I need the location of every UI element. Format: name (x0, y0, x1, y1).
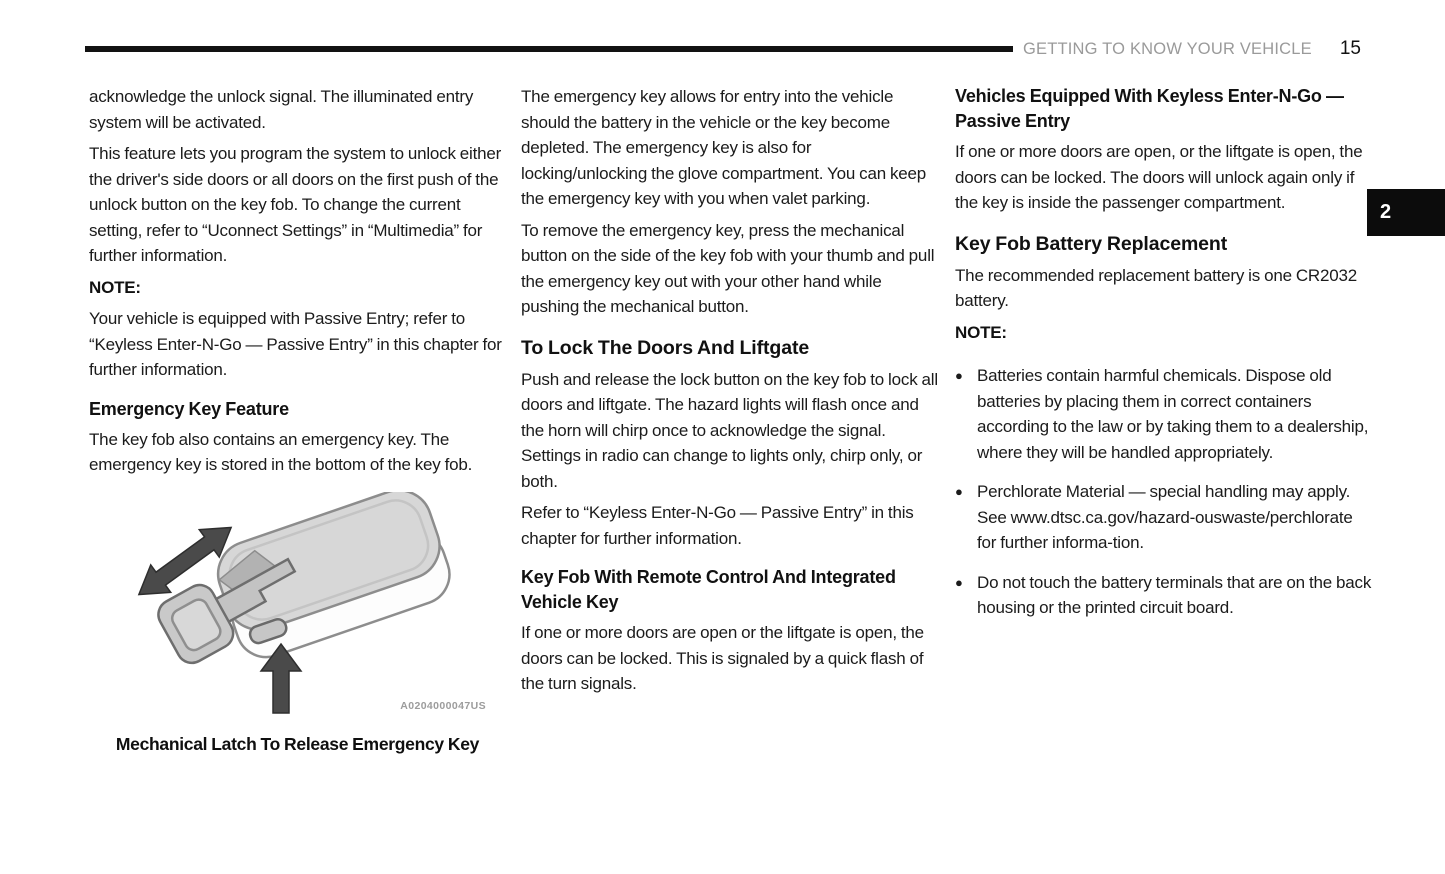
heading-to-lock-doors-liftgate: To Lock The Doors And Liftgate (521, 336, 810, 359)
column-3 (955, 84, 1372, 621)
note-bullet-list (955, 363, 1372, 621)
paragraph: If one or more doors are open, or the liftgate is open, the doors can be locked. The doors will unlock again only if the key is inside the passenger compartment. (955, 142, 1363, 212)
figure-watermark: A0204000047US (400, 700, 486, 712)
keyfob-figure (89, 492, 506, 730)
paragraph: The key fob also contains an emergency key. The emergency key is stored in the bottom of the key fob. (89, 429, 473, 474)
note-label: NOTE: (89, 277, 141, 297)
page-header (1013, 38, 1361, 60)
paragraph: The emergency key allows for entry into the vehicle should the battery in the vehicle or the key become depleted. The emergency key is also for locking/unlocking the glove compartment. You can keep the emergency key with you when valet parking. (521, 87, 927, 208)
heading-keyless-enter-n-go: Vehicles Equipped With Keyless Enter-N-Go — Passive Entry (955, 86, 1344, 131)
chapter-tab-number: 2 (1380, 201, 1392, 223)
column-1 (89, 84, 506, 757)
header-rule (85, 46, 1013, 52)
bullet-item: ● Batteries contain harmful chemicals. Dispose old batteries by placing them in correct containers according to the law or by taking them to a dealership, where they will be handled appropriately. (955, 363, 1372, 465)
note-label: NOTE: (955, 322, 1007, 342)
heading-emergency-key-feature: Emergency Key Feature (89, 398, 289, 419)
keyfob-body-graphic (209, 492, 457, 665)
paragraph: This feature lets you program the system to unlock either the driver's side doors or all doors on the first push of the unlock button on the key fob. To change the current setting, refer to “Uconnect Settings” in “Multimedia” for further information. (89, 144, 502, 265)
bullet-item: ● Do not touch the battery terminals that are on the back housing or the printed circuit board. (955, 570, 1372, 621)
page-number: 15 (1339, 38, 1361, 59)
chapter-tab (1367, 189, 1445, 236)
bullet-item: ● Perchlorate Material — special handling may apply. See www.dtsc.ca.gov/hazard-ouswaste/perchlorate for further informa-tion. (955, 479, 1372, 556)
paragraph: The recommended replacement battery is one CR2032 battery. (955, 265, 1358, 310)
heading-keyfob-remote-integrated: Key Fob With Remote Control And Integrated Vehicle Key (521, 567, 896, 612)
chapter-title: GETTING TO KNOW YOUR VEHICLE (1022, 40, 1312, 58)
heading-keyfob-battery-replacement: Key Fob Battery Replacement (955, 232, 1228, 255)
paragraph: To remove the emergency key, press the mechanical button on the side of the key fob with your thumb and pull the emergency key out with your other hand while pushing the mechanical button. (521, 220, 935, 316)
figure-caption: Mechanical Latch To Release Emergency Key (115, 733, 480, 754)
column-2 (521, 84, 938, 703)
paragraph: If one or more doors are open or the liftgate is open, the doors can be locked. This is signaled by a quick flash of the turn signals. (521, 623, 924, 693)
paragraph: acknowledge the unlock signal. The illuminated entry system will be activated. (89, 87, 474, 132)
paragraph: Refer to “Keyless Enter-N-Go — Passive Entry” in this chapter for further information. (521, 503, 914, 548)
paragraph: Your vehicle is equipped with Passive Entry; refer to “Keyless Enter-N-Go — Passive Entry” in this chapter for further information. (89, 309, 502, 379)
paragraph: Push and release the lock button on the key fob to lock all doors and liftgate. The hazard lights will flash once and the horn will chirp once to acknowledge the signal. Settings in radio can change to lights only, chirp only, or both. (521, 369, 938, 491)
